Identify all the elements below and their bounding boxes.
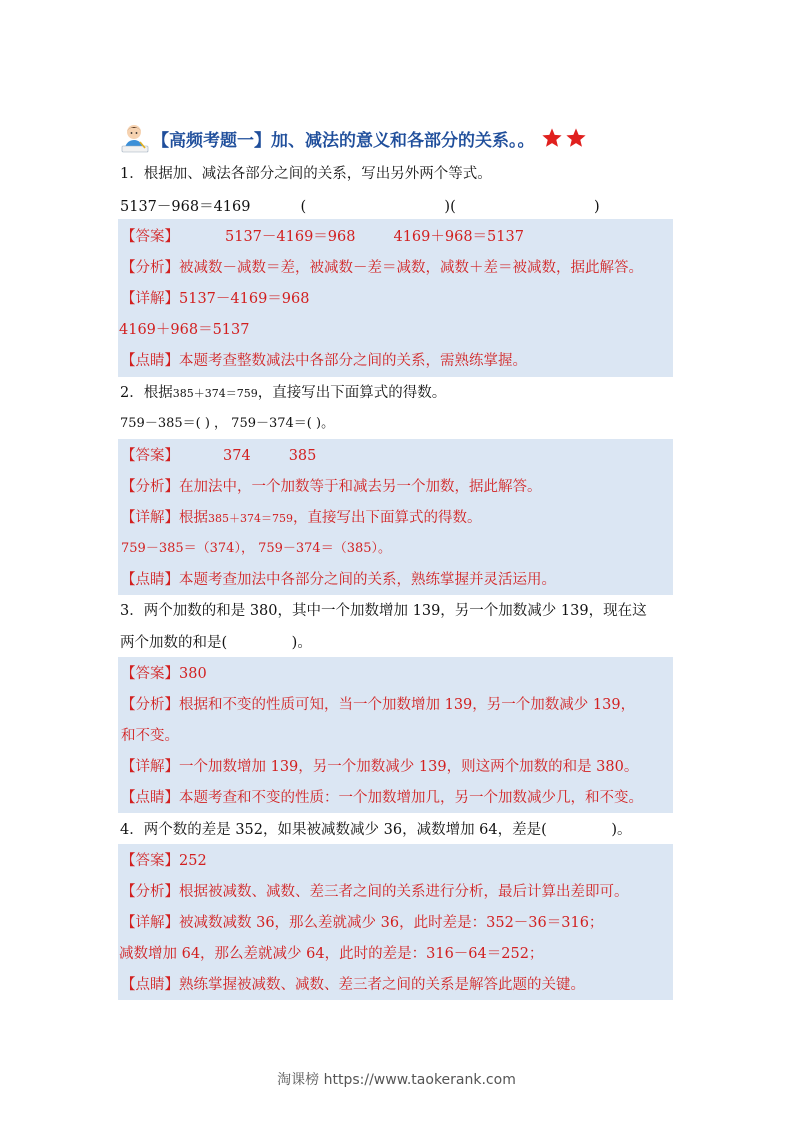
analysis-row	[121, 695, 635, 715]
tip-text: 本题考查加法中各部分之间的关系，熟练掌握并灵活运用。	[179, 572, 556, 588]
detail-label: 【详解】	[121, 291, 179, 307]
question-3: 3．两个加数的和是 380，其中一个加数增加 139，另一个加数减少 139，现在这	[120, 603, 647, 619]
analysis-label: 【分析】	[121, 260, 179, 276]
answer-row	[121, 851, 207, 871]
detail-label: 【详解】	[121, 915, 179, 931]
difficulty-stars	[541, 127, 587, 149]
question-1: 1．根据加、减法各部分之间的关系，写出另外两个等式。	[120, 166, 492, 182]
tip-row	[121, 788, 643, 808]
answer-value: 252	[179, 853, 207, 869]
answer-row	[121, 446, 316, 466]
answer-value: 5137－4169＝968	[225, 229, 356, 245]
question-2	[120, 383, 446, 404]
detail-row: 759－385＝（374）， 759－374＝（385）。	[121, 541, 392, 556]
analysis-row	[121, 258, 643, 278]
answer-blanks: ( )( )	[300, 199, 600, 215]
tip-text: 本题考查和不变的性质：一个加数增加几，另一个加数减少几，和不变。	[179, 790, 643, 806]
analysis-row: 和不变。	[121, 728, 179, 744]
detail-row	[121, 913, 603, 933]
given-equation: 5137－968＝4169	[120, 199, 251, 215]
answer-label: 【答案】	[121, 229, 179, 245]
detail-text: ，直接写出下面算式的得数。	[293, 510, 482, 526]
analysis-label: 【分析】	[121, 479, 179, 495]
analysis-row	[121, 477, 542, 497]
analysis-text: 在加法中，一个加数等于和减去另一个加数，据此解答。	[179, 479, 542, 495]
analysis-text: 根据和不变的性质可知，当一个加数增加 139，另一个加数减少 139，	[179, 697, 636, 713]
question-1-equation	[120, 197, 600, 217]
detail-text: 被减数减数 36，那么差就减少 36，此时差是：352－36＝316；	[179, 915, 604, 931]
tip-label: 【点睛】	[121, 790, 179, 806]
detail-math: 385＋374＝759	[208, 512, 293, 525]
tip-row	[121, 975, 585, 995]
answer-value: 380	[179, 666, 207, 682]
question-3-line-2: 两个加数的和是( )。	[120, 635, 312, 651]
detail-text: 5137－4169＝968	[179, 291, 310, 307]
detail-label: 【详解】	[121, 510, 179, 526]
question-2-blanks: 759－385＝( ) ， 759－374＝( )。	[120, 416, 335, 431]
question-text: 2．根据	[120, 385, 173, 401]
detail-row	[121, 289, 309, 309]
answer-row	[121, 227, 524, 247]
tip-label: 【点睛】	[121, 353, 179, 369]
detail-row: 减数增加 64，那么差就减少 64，此时的差是：316－64＝252；	[119, 946, 544, 962]
star-icon	[565, 127, 587, 149]
star-icon	[541, 127, 563, 149]
answer-label: 【答案】	[121, 853, 179, 869]
tip-row	[121, 570, 556, 590]
analysis-row	[121, 882, 629, 902]
answer-value: 385	[288, 448, 317, 464]
title-text: 【高频考题一】加、减法的意义和各部分的关系。。	[152, 130, 535, 151]
answer-label: 【答案】	[121, 448, 179, 464]
answer-value: 4169＋968＝5137	[393, 229, 524, 245]
answer-value: 374	[223, 448, 251, 464]
answer-row	[121, 664, 207, 684]
question-math: 385＋374＝759	[172, 387, 258, 400]
analysis-text: 根据被减数、减数、差三者之间的关系进行分析，最后计算出差即可。	[179, 884, 629, 900]
analysis-label: 【分析】	[121, 884, 179, 900]
analysis-text: 被减数－减数＝差，被减数－差＝减数，减数＋差＝被减数，据此解答。	[179, 260, 643, 276]
tip-label: 【点睛】	[121, 572, 179, 588]
analysis-label: 【分析】	[121, 697, 179, 713]
student-writing-icon	[120, 123, 150, 153]
section-title	[120, 122, 587, 154]
tip-text: 本题考查整数减法中各部分之间的关系，需熟练掌握。	[179, 353, 527, 369]
detail-label: 【详解】	[121, 759, 179, 775]
question-4: 4．两个数的差是 352，如果被减数减少 36，减数增加 64，差是( )。	[120, 822, 632, 838]
detail-row: 4169＋968＝5137	[119, 322, 250, 338]
detail-text: 根据	[179, 510, 208, 526]
detail-row	[121, 757, 638, 777]
tip-label: 【点睛】	[121, 977, 179, 993]
tip-text: 熟练掌握被减数、减数、差三者之间的关系是解答此题的关键。	[179, 977, 585, 993]
detail-row	[121, 508, 482, 529]
detail-text: 一个加数增加 139，另一个加数减少 139，则这两个加数的和是 380。	[179, 759, 639, 775]
tip-row	[121, 351, 527, 371]
footer-watermark: 淘课榜 https://www.taokerank.com	[277, 1072, 516, 1088]
answer-label: 【答案】	[121, 666, 179, 682]
question-text: ，直接写出下面算式的得数。	[257, 385, 447, 401]
